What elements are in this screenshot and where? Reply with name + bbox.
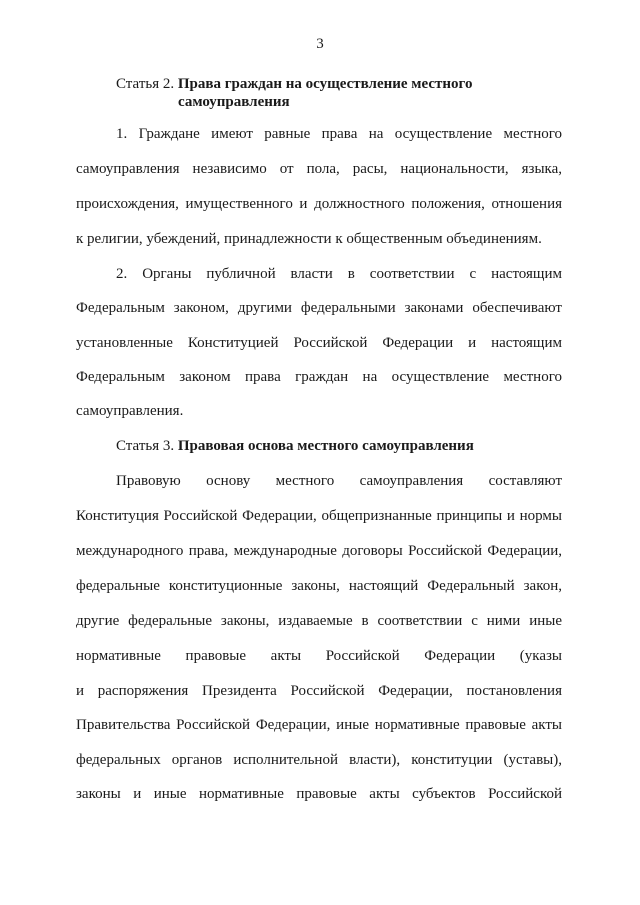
article-3-heading xyxy=(116,437,474,455)
article-2-p2-line: Федеральным законом, другими федеральными законами обеспечивают xyxy=(76,300,562,316)
article-3-p1-line: законы и иные нормативные правовые акты субъектов Российской xyxy=(76,786,562,802)
article-3-label: Статья 3. xyxy=(116,438,175,454)
article-2-p1-line: к религии, убеждений, принадлежности к общественным объединениям. xyxy=(76,231,542,247)
article-2-p2-line: самоуправления. xyxy=(76,403,184,419)
article-3-title: Правовая основа местного самоуправления xyxy=(177,438,474,454)
article-2-p1-line: 1. Граждане имеют равные права на осуществление местного xyxy=(116,126,562,142)
article-2-p1-line: происхождения, имущественного и должностного положения, отношения xyxy=(76,196,562,212)
article-3-p1-line: Правовую основу местного самоуправления составляют xyxy=(116,473,562,489)
article-3-p1-line: и распоряжения Президента Российской Федерации, постановления xyxy=(76,683,562,699)
article-2-heading xyxy=(116,75,472,111)
article-3-p1-line: нормативные правовые акты Российской Федерации (указы xyxy=(76,648,562,664)
article-3-p1-line: международного права, международные договоры Российской Федерации, xyxy=(76,543,562,559)
article-3-p1-line: Конституция Российской Федерации, общепризнанные принципы и нормы xyxy=(76,508,562,524)
article-3-p1-line: другие федеральные законы, издаваемые в соответствии с ними иные xyxy=(76,613,562,629)
article-2-p1-line: самоуправления независимо от пола, расы, национальности, языка, xyxy=(76,161,562,177)
article-3-p1-line: Правительства Российской Федерации, иные нормативные правовые акты xyxy=(76,717,562,733)
article-2-title-line1: Права граждан на осуществление местного xyxy=(177,76,473,92)
article-2-p2-line: установленные Конституцией Российской Федерации и настоящим xyxy=(76,335,562,351)
article-3-p1-line: федеральных органов исполнительной власти), конституции (уставы), xyxy=(76,752,562,768)
article-2-title-line2: самоуправления xyxy=(178,94,290,110)
page-number: 3 xyxy=(316,36,324,52)
article-2-p2-line: 2. Органы публичной власти в соответствии с настоящим xyxy=(116,266,562,282)
article-2-label: Статья 2. xyxy=(116,76,175,92)
article-3-p1-line: федеральные конституционные законы, настоящий Федеральный закон, xyxy=(76,578,562,594)
article-2-p2-line: Федеральным законом права граждан на осуществление местного xyxy=(76,369,562,385)
